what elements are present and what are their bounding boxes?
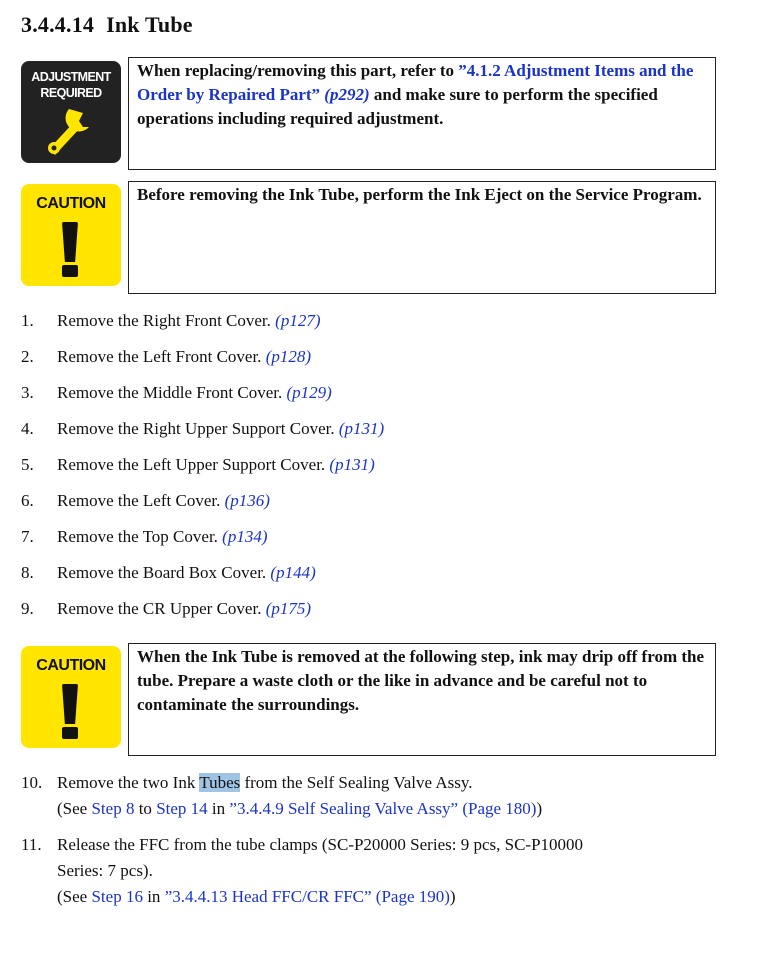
- caution-notice-2: [21, 643, 717, 756]
- adjustment-notice-text: [128, 57, 716, 170]
- caution-text-1: Before removing the Ink Tube, perform the Ink Eject on the Service Program.: [128, 181, 716, 294]
- exclamation-dot: [62, 727, 78, 739]
- exclamation-dot: [62, 265, 78, 277]
- step-number: 10.: [21, 773, 43, 792]
- step-text: Remove the Middle Front Cover.: [57, 383, 287, 402]
- step-number: 1.: [21, 311, 34, 330]
- caution-badge: [21, 646, 121, 748]
- caution-badge: [21, 184, 121, 286]
- caution-badge-label: CAUTION: [36, 657, 106, 674]
- step-page-link[interactable]: (p144): [270, 563, 316, 582]
- step-text: Remove the Right Upper Support Cover.: [57, 419, 339, 438]
- badge-line-2: REQUIRED: [40, 86, 102, 100]
- step-number: 6.: [21, 491, 34, 510]
- step-number: 7.: [21, 527, 34, 546]
- section-title: Ink Tube: [106, 12, 193, 37]
- adjustment-required-badge: [21, 61, 121, 163]
- badge-line-1: ADJUSTMENT: [31, 70, 111, 84]
- list-item: [21, 771, 741, 823]
- step-page-link[interactable]: (p128): [265, 347, 312, 366]
- step-8-link[interactable]: Step 8: [91, 799, 135, 818]
- step-text: Release the FFC from the tube clamps (SC-P20000 Series: 9 pcs, SC-P10000: [57, 835, 584, 854]
- step-number: 5.: [21, 455, 34, 474]
- step-number: 3.: [21, 383, 34, 402]
- section-number: 3.4.4.14: [21, 12, 95, 37]
- see-reference: [57, 885, 456, 909]
- adjustment-badge-label: [21, 69, 121, 101]
- adjustment-text-before: When replacing/removing this part, refer to: [137, 61, 459, 80]
- adjustment-notice: [21, 57, 717, 170]
- step-page-link[interactable]: (p134): [222, 527, 268, 546]
- caution-badge-label: CAUTION: [36, 195, 106, 212]
- step-page-link[interactable]: (p127): [275, 311, 321, 330]
- see-reference: [57, 797, 542, 821]
- step-page-link[interactable]: (p129): [286, 383, 332, 402]
- step-text: Remove the Left Upper Support Cover.: [57, 455, 330, 474]
- step-number: 2.: [21, 347, 34, 366]
- step-text: Remove the Board Box Cover.: [57, 563, 271, 582]
- caution-notice-1: [21, 181, 717, 294]
- step-16-link[interactable]: Step 16: [91, 887, 143, 906]
- wrench-icon: [41, 105, 101, 159]
- exclamation-icon: [62, 684, 78, 724]
- step-text-line-2: Series: 7 pcs).: [57, 861, 153, 880]
- adjustment-page-link[interactable]: (p292): [324, 85, 370, 104]
- see-to: to: [134, 799, 157, 818]
- step-number: 8.: [21, 563, 34, 582]
- step-text: Remove the Left Cover.: [57, 491, 225, 510]
- step-text-after: from the Self Sealing Valve Assy.: [240, 773, 473, 792]
- section-heading: [21, 12, 193, 38]
- step-number: 9.: [21, 599, 34, 618]
- step-page-link[interactable]: (p131): [329, 455, 375, 474]
- see-close: ): [449, 887, 456, 906]
- self-sealing-valve-link[interactable]: ”3.4.4.9 Self Sealing Valve Assy” (Page 180): [229, 799, 537, 818]
- see-close: ): [536, 799, 543, 818]
- step-text: Remove the Left Front Cover.: [57, 347, 266, 366]
- step-number: 4.: [21, 419, 34, 438]
- step-number: 11.: [21, 835, 42, 854]
- step-text: Remove the Top Cover.: [57, 527, 223, 546]
- step-text: Remove the Right Front Cover.: [57, 311, 276, 330]
- list-item: [21, 833, 741, 911]
- adjustment-text-after: and make sure to perform the specified operations including required adjustment.: [137, 85, 658, 128]
- see-open: (See: [57, 887, 92, 906]
- step-text: Remove the CR Upper Cover.: [57, 599, 266, 618]
- caution-text-2: When the Ink Tube is removed at the following step, ink may drip off from the tube. Prepare a waste cloth or the like in advance and be careful not to contaminate the surroundings.: [128, 643, 716, 756]
- step-page-link[interactable]: (p175): [265, 599, 312, 618]
- step-text: Remove the two Ink: [57, 773, 200, 792]
- see-in: in: [207, 799, 230, 818]
- head-ffc-link[interactable]: ”3.4.4.13 Head FFC/CR FFC” (Page 190): [164, 887, 450, 906]
- highlighted-word: Tubes: [199, 773, 241, 792]
- step-page-link[interactable]: (p136): [224, 491, 270, 510]
- adjustment-items-link[interactable]: ”4.1.2 Adjustment Items and the Order by Repaired Part”: [137, 61, 694, 104]
- step-14-link[interactable]: Step 14: [156, 799, 208, 818]
- step-page-link[interactable]: (p131): [338, 419, 385, 438]
- exclamation-icon: [62, 222, 78, 262]
- see-open: (See: [57, 799, 92, 818]
- see-in: in: [142, 887, 165, 906]
